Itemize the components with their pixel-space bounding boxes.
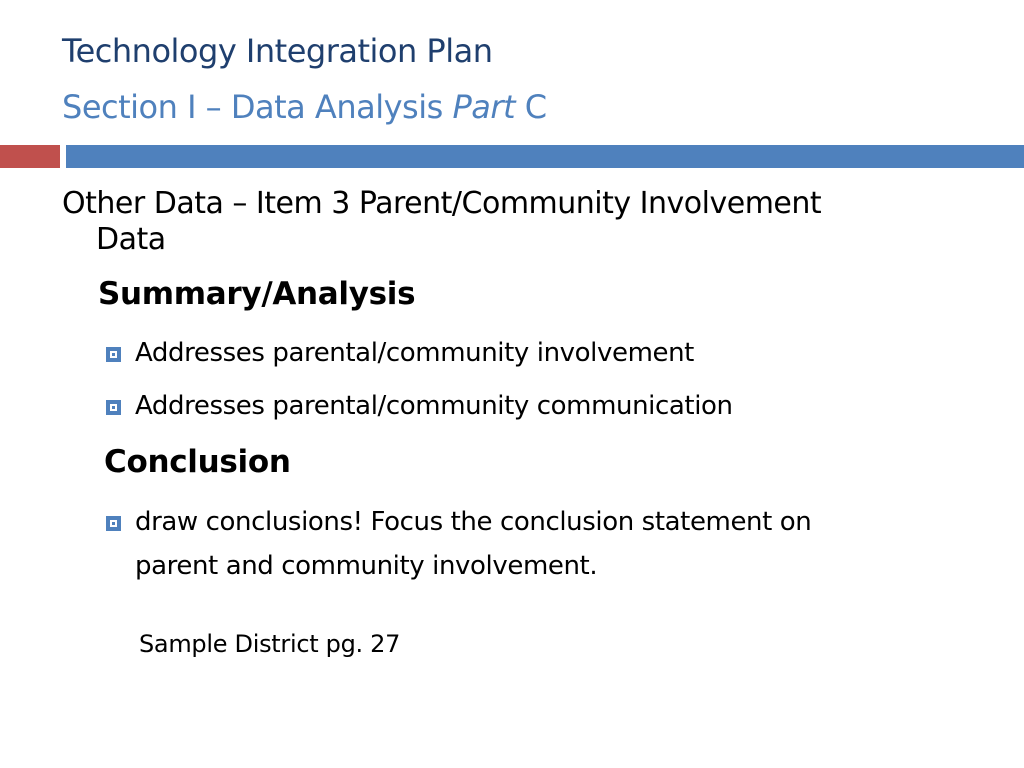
slide-subtitle [62,88,547,126]
content-heading-line1: Other Data – Item 3 Parent/Community Involvement [62,186,822,221]
subtitle-suffix: C [515,88,547,126]
subtitle-italic: Part [452,88,516,126]
square-bullet-icon [106,347,121,362]
list-item [106,331,895,375]
summary-heading: Summary/Analysis [98,276,416,312]
square-bullet-icon [106,400,121,415]
divider-bar-red [0,145,60,168]
divider-bar-blue [66,145,1024,168]
list-item-text: Addresses parental/community communication [135,391,733,421]
list-item [106,500,895,588]
list-item-text: Addresses parental/community involvement [135,338,694,368]
subtitle-prefix: Section I – Data Analysis [62,88,453,126]
content-heading [62,186,962,258]
slide-title: Technology Integration Plan [62,32,493,70]
source-note: Sample District pg. 27 [139,630,401,658]
conclusion-heading: Conclusion [104,444,291,480]
list-item [106,384,895,428]
content-heading-line2: Data [96,222,166,257]
square-bullet-icon [106,516,121,531]
list-item-text: draw conclusions! Focus the conclusion statement on parent and community involvement. [135,507,812,581]
